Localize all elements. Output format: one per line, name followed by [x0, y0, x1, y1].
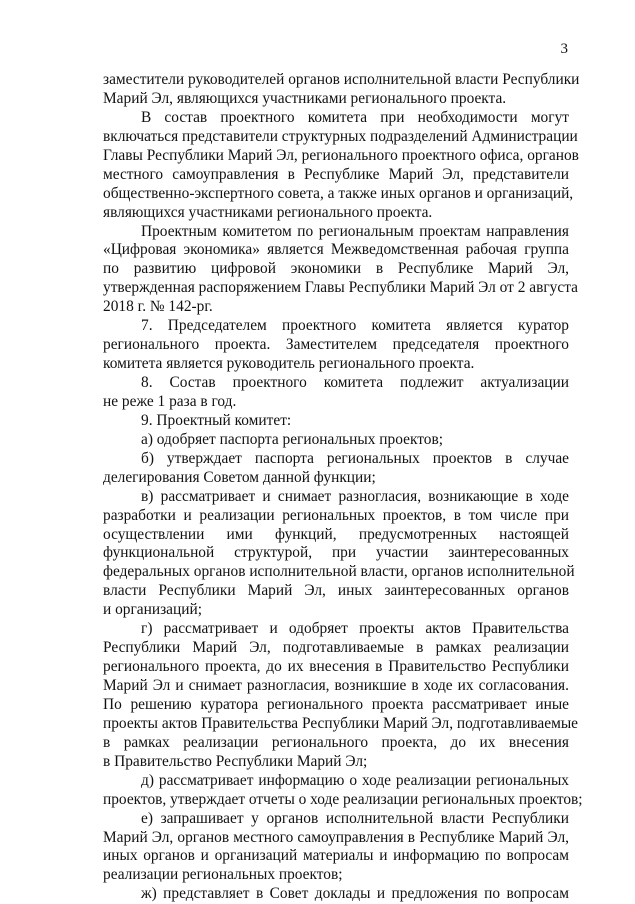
text-line: реализации региональных проектов;	[103, 866, 343, 884]
text-line: власти Республики Марий Эл, иных заинтересованных органов	[103, 582, 569, 600]
text-line: проекты актов Правительства Республики Марий Эл, подготавливаемые	[103, 714, 578, 732]
text-line: Республики Марий Эл, подготавливаемые в рамках реализации	[103, 639, 569, 657]
text-line: 7. Председателем проектного комитета является куратор	[141, 317, 569, 335]
text-line: 2018 г. № 142-рг.	[103, 298, 213, 316]
page-number: 3	[560, 41, 568, 57]
text-line: ж) представляет в Совет доклады и предложения по вопросам	[141, 885, 569, 903]
text-line: по развитию цифровой экономики в Республике Марий Эл,	[103, 260, 569, 278]
text-line: осуществлении ими функций, предусмотренных настоящей	[103, 525, 569, 543]
text-line: включаться представители структурных подразделений Администрации	[103, 127, 578, 145]
text-line: функциональной структурой, при участии заинтересованных	[103, 544, 569, 562]
text-line: делегирования Советом данной функции;	[103, 468, 376, 486]
text-line: являющихся участниками регионального проекта.	[103, 203, 433, 221]
text-line: Главы Республики Марий Эл, регионального проектного офиса, органов	[103, 146, 579, 164]
text-line: г) рассматривает и одобряет проекты актов Правительства	[141, 620, 569, 638]
text-line: регионального проекта, до их внесения в Правительство Республики	[103, 658, 569, 676]
text-line: федеральных органов исполнительной власти, органов исполнительной	[103, 563, 575, 581]
text-line: В состав проектного комитета при необходимости могут	[141, 108, 569, 126]
text-line: 9. Проектный комитет:	[141, 411, 292, 429]
text-line: Марий Эл, органов местного самоуправления в Республике Марий Эл,	[103, 828, 569, 846]
text-line: не реже 1 раза в год.	[103, 392, 237, 410]
text-line: регионального проекта. Заместителем председателя проектного	[103, 336, 569, 354]
text-line: Проектным комитетом по региональным проектам направления	[141, 222, 569, 240]
document-body	[103, 71, 583, 904]
text-line: иных органов и организаций материалы и информацию по вопросам	[103, 847, 569, 865]
text-line: проектов, утверждает отчеты о ходе реализации региональных проектов;	[103, 790, 583, 808]
text-line: По решению куратора регионального проекта рассматривает иные	[103, 695, 569, 713]
text-line: заместители руководителей органов исполнительной власти Республики	[103, 71, 580, 88]
text-line: б) утверждает паспорта региональных проектов в случае	[141, 449, 569, 467]
text-line: в рамках реализации регионального проекта, до их внесения	[103, 733, 569, 751]
text-line: «Цифровая экономика» является Межведомственная рабочая группа	[103, 241, 569, 259]
text-line: разработки и реализации региональных проектов, в том числе при	[103, 506, 569, 524]
text-line: Марий Эл и снимает разногласия, возникшие в ходе их согласования.	[103, 677, 569, 694]
text-line: д) рассматривает информацию о ходе реализации региональных	[141, 771, 569, 789]
text-line: Марий Эл, являющихся участниками регионального проекта.	[103, 89, 507, 107]
text-line: комитета является руководитель регионального проекта.	[103, 355, 475, 373]
text-line: в Правительство Республики Марий Эл;	[103, 752, 368, 770]
text-line: е) запрашивает у органов исполнительной власти Республики	[141, 809, 569, 827]
text-line: общественно-экспертного совета, а также иных органов и организаций,	[103, 184, 574, 202]
text-line: и организаций;	[103, 601, 202, 619]
text-line: а) одобряет паспорта региональных проектов;	[141, 430, 443, 448]
text-line: в) рассматривает и снимает разногласия, возникающие в ходе	[141, 487, 569, 505]
text-line: утвержденная распоряжением Главы Республики Марий Эл от 2 августа	[103, 279, 578, 297]
text-line: 8. Состав проектного комитета подлежит актуализации	[141, 374, 569, 391]
text-line: местного самоуправления в Республике Марий Эл, представители	[103, 165, 569, 183]
